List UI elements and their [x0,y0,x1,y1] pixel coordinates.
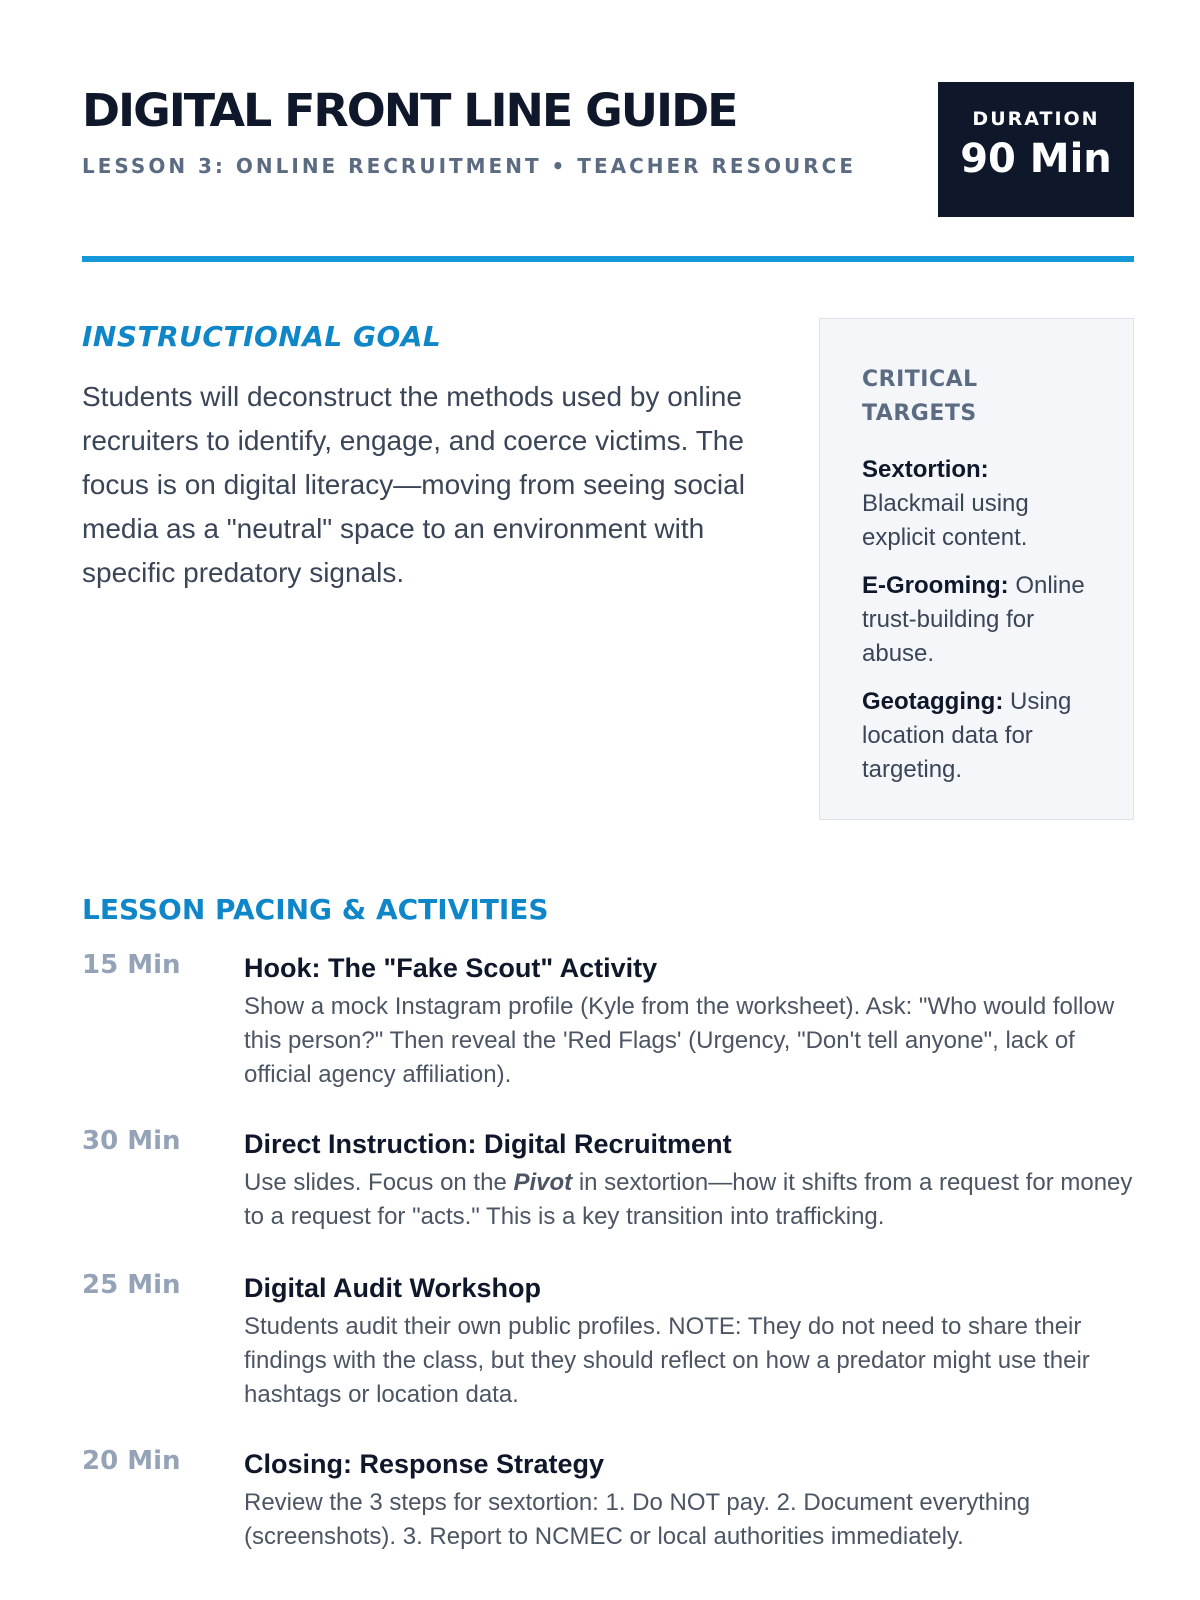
instructional-goal-section [82,320,782,595]
activity-body [244,1270,1134,1412]
activity-description-emphasis: Pivot [513,1169,573,1196]
target-definition: Online trust-building for abuse. [862,572,1085,667]
activity-time: 25 Min [82,1270,181,1300]
activity-time: 30 Min [82,1126,181,1156]
duration-label: DURATION [972,108,1100,130]
activity-title: Digital Audit Workshop [244,1273,541,1303]
activity-title: Closing: Response Strategy [244,1449,605,1479]
activity-title: Direct Instruction: Digital Recruitment [244,1129,732,1159]
critical-targets-box [819,318,1134,820]
activity-body [244,950,1134,1092]
target-term: Sextortion: [862,456,989,483]
goal-text: Students will deconstruct the methods used by online recruiters to identify, engage, and coerce victims. The focus is on digital literacy—moving from seeing social media as a "neutral" space to an environment with specific predatory signals. [82,381,745,588]
targets-heading: CRITICAL TARGETS [862,367,978,426]
activity-body [244,1446,1134,1554]
target-term: E-Grooming: [862,572,1009,599]
activity-description-end: in sextortion—how it shifts from a request for money to a request for "acts." This is a key transition into trafficking. [244,1169,1133,1230]
activity-description-start: Use slides. Focus on the [244,1169,514,1196]
target-definition: Blackmail using explicit content. [862,490,1029,551]
target-item-sextortion [862,453,1093,555]
target-item-egrooming [862,569,1093,671]
target-item-geotagging [862,685,1093,787]
target-term: Geotagging: [862,688,1004,715]
duration-badge [938,82,1134,217]
activity-description: Review the 3 steps for sextortion: 1. Do NOT pay. 2. Document everything (screenshots). 3. Report to NCMEC or local authorities immediately. [244,1489,1031,1550]
goal-heading: INSTRUCTIONAL GOAL [82,320,442,353]
target-definition: Using location data for targeting. [862,688,1072,783]
activity-time: 15 Min [82,950,181,980]
activity-title: Hook: The "Fake Scout" Activity [244,953,658,983]
activity-body [244,1126,1134,1234]
page-title: DIGITAL FRONT LINE GUIDE [82,84,737,137]
header-divider [82,256,1134,262]
duration-value: 90 Min [960,136,1112,182]
activity-description: Students audit their own public profiles. NOTE: They do not need to share their findings with the class, but they should reflect on how a predator might use their hashtags or location data. [244,1313,1090,1408]
header [82,82,1134,217]
pacing-heading: LESSON PACING & ACTIVITIES [82,893,549,926]
page-subtitle: LESSON 3: ONLINE RECRUITMENT • TEACHER RESOURCE [82,154,856,178]
activity-time: 20 Min [82,1446,181,1476]
activity-description: Show a mock Instagram profile (Kyle from the worksheet). Ask: "Who would follow this person?" Then reveal the 'Red Flags' (Urgency, "Don't tell anyone", lack of official agency affiliation). [244,993,1115,1088]
activity-description [244,1166,1134,1234]
